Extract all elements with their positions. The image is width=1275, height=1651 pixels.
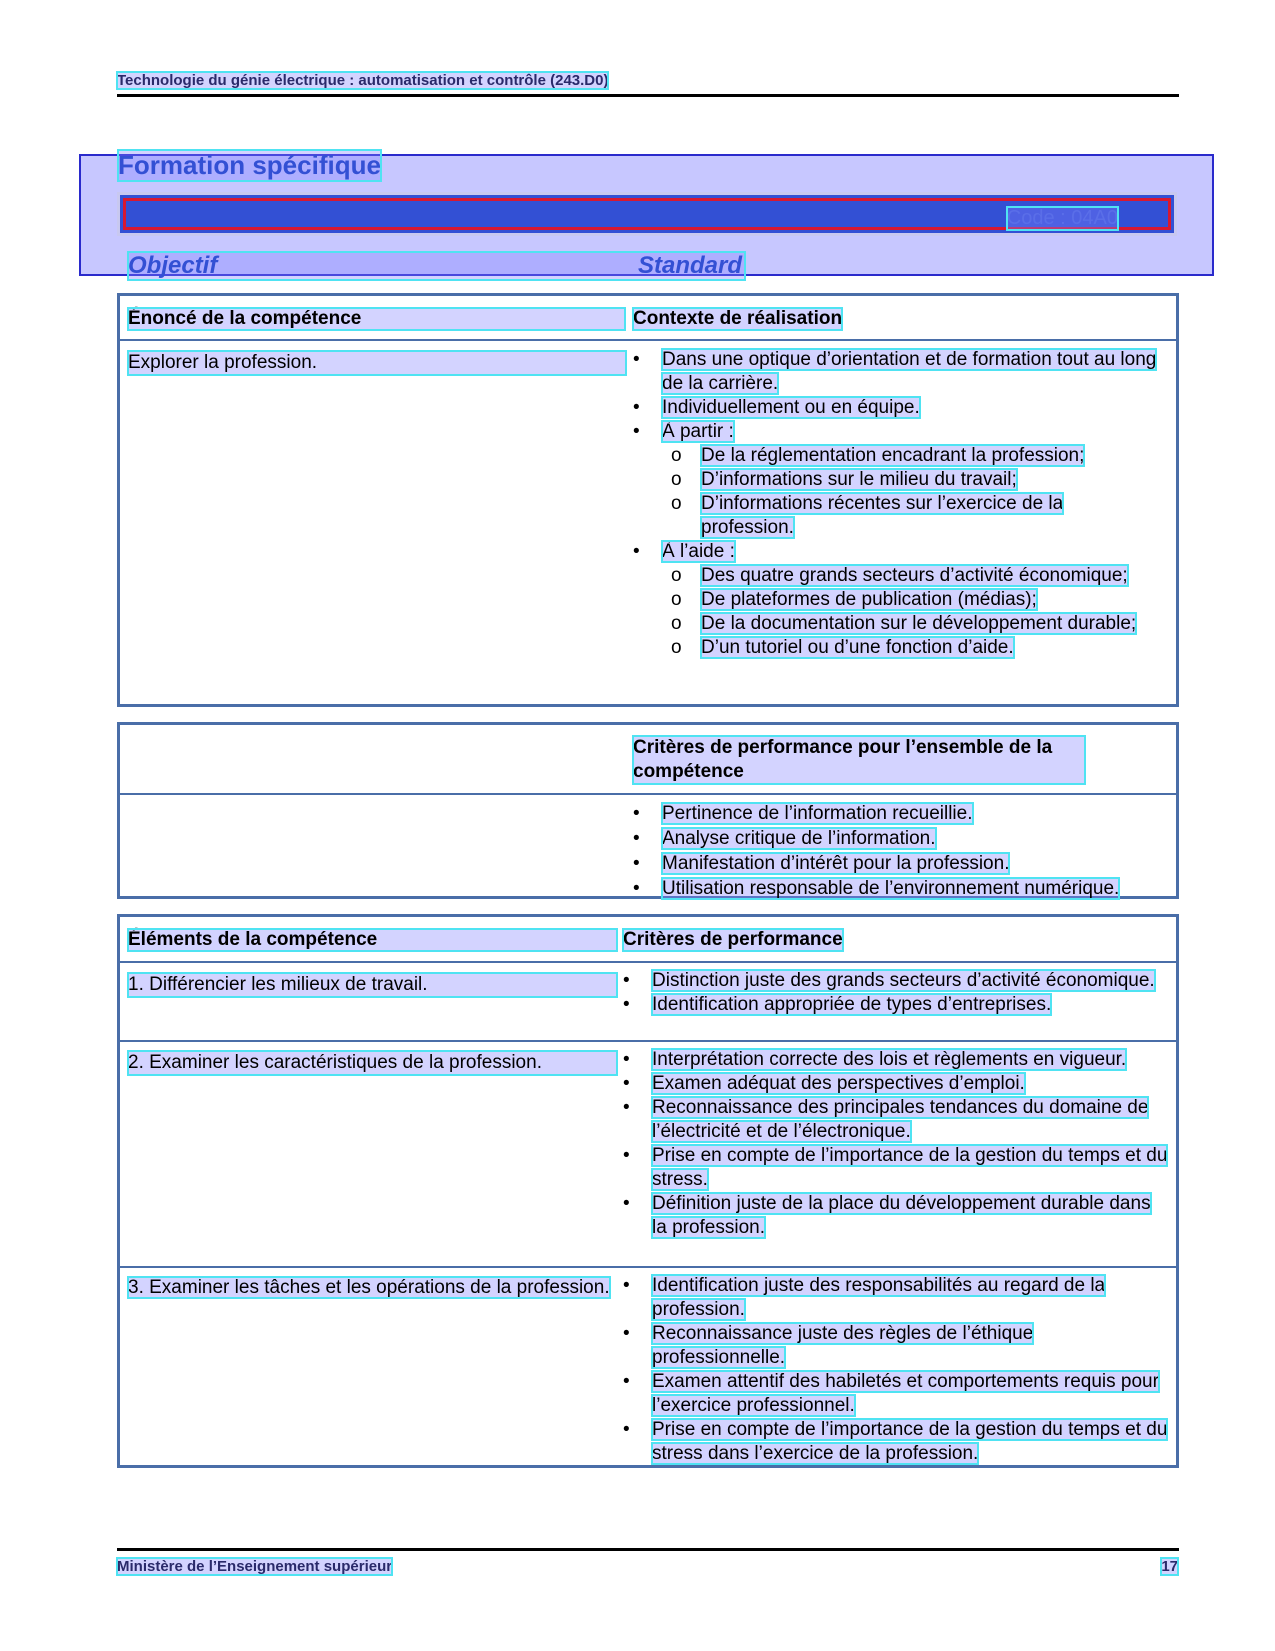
table-row: [120, 793, 1176, 899]
header-criteres: Critères de performance: [623, 929, 843, 950]
element-text-container: [128, 1276, 617, 1300]
sub-list-item: o De la réglementation encadrant la profession;: [671, 444, 1158, 468]
criteres-ensemble-container: [633, 801, 1171, 901]
list-item: • Analyse critique de l’information.: [633, 826, 1171, 851]
criteres-container: [623, 1048, 1168, 1240]
table-row: [120, 339, 1176, 704]
list-item: • Interprétation correcte des lois et règlements en vigueur.: [623, 1048, 1168, 1072]
header-elements: Éléments de la compétence: [128, 929, 617, 951]
element-text: 2. Examiner les caractéristiques de la profession.: [128, 1051, 617, 1075]
running-header: Technologie du génie électrique : automatisation et contrôle (243.D0): [117, 72, 609, 89]
table-criteres-ensemble: [117, 722, 1179, 899]
list-item: • Examen adéquat des perspectives d’emploi.: [623, 1072, 1168, 1096]
header-contexte: Contexte de réalisation: [633, 308, 843, 329]
list-item: • À l’aide : o Des quatre grands secteurs d’activité économique; o De plateformes de publication (médias); o De la documentation sur le développement durable; o D’un tutoriel ou d’une fonction d’aide.: [633, 540, 1158, 660]
header-criteres-ensemble: Critères de performance pour l’ensemble de la compétence: [633, 736, 1085, 784]
sub-list: [671, 564, 1158, 660]
list-item: • Utilisation responsable de l’environnement numérique.: [633, 876, 1171, 901]
header-enonce: Énoncé de la compétence: [128, 308, 625, 330]
enonce-text: Explorer la profession.: [128, 351, 626, 375]
header-rule: [117, 94, 1179, 97]
sub-list-item: o D’informations sur le milieu du travail;: [671, 468, 1158, 492]
standard-label: Standard: [638, 252, 743, 279]
sub-list-item: o De la documentation sur le développement durable;: [671, 612, 1158, 636]
contexte-list: [633, 348, 1158, 660]
sub-list: [671, 444, 1158, 540]
list-item: • Examen attentif des habiletés et comportements requis pour l’exercice professionnel.: [623, 1370, 1168, 1418]
list-item: • Reconnaissance des principales tendances du domaine de l’électricité et de l’électronique.: [623, 1096, 1168, 1144]
criteres-container: [623, 1274, 1168, 1466]
list-item: • Pertinence de l’information recueillie.: [633, 801, 1171, 826]
list-item: • À partir : o De la réglementation encadrant la profession; o D’informations sur le milieu du travail; o D’informations récentes sur l’exercice de la profession.: [633, 420, 1158, 540]
table-enonce-contexte: [117, 293, 1179, 707]
table-header-row: [120, 296, 1176, 339]
sub-list-item: o D’un tutoriel ou d’une fonction d’aide.: [671, 636, 1158, 660]
objectif-label: Objectif: [128, 252, 745, 280]
element-text: 3. Examiner les tâches et les opérations de la profession.: [128, 1277, 610, 1298]
footer-rule: [117, 1548, 1179, 1551]
list-item: • Distinction juste des grands secteurs d’activité économique.: [623, 969, 1168, 993]
code-bar-frame: [123, 198, 1171, 230]
element-text: 1. Différencier les milieux de travail.: [128, 973, 617, 997]
sub-list-item: o De plateformes de publication (médias);: [671, 588, 1158, 612]
list-item: • Individuellement ou en équipe.: [633, 396, 1158, 420]
list-item: • Manifestation d’intérêt pour la profession.: [633, 851, 1171, 876]
table-header-row: [120, 917, 1176, 961]
sub-list-item: o Des quatre grands secteurs d’activité économique;: [671, 564, 1158, 588]
list-item: • Identification juste des responsabilités au regard de la profession.: [623, 1274, 1168, 1322]
criteres-list: [623, 1274, 1168, 1466]
list-item: • Identification appropriée de types d’entreprises.: [623, 993, 1168, 1017]
sub-list-item: o D’informations récentes sur l’exercice de la profession.: [671, 492, 1158, 540]
list-item: • Prise en compte de l’importance de la gestion du temps et du stress dans l’exercice de la profession.: [623, 1418, 1168, 1466]
section-title: Formation spécifique: [118, 150, 381, 180]
list-item: • Définition juste de la place du développement durable dans la profession.: [623, 1192, 1168, 1240]
list-item: • Dans une optique d’orientation et de formation tout au long de la carrière.: [633, 348, 1158, 396]
footer-ministry: Ministère de l’Enseignement supérieur: [117, 1558, 393, 1575]
code-bar: [117, 192, 1177, 236]
list-item: • Reconnaissance juste des règles de l’éthique professionnelle.: [623, 1322, 1168, 1370]
competency-code: Code : 04A0: [1006, 207, 1118, 229]
list-item: • Prise en compte de l’importance de la gestion du temps et du stress.: [623, 1144, 1168, 1192]
table-row: [120, 1266, 1176, 1463]
table-elements-criteres: [117, 914, 1179, 1468]
table-header-row: [120, 725, 1176, 793]
table-row: [120, 1040, 1176, 1266]
page-number: 17: [1161, 1558, 1178, 1575]
criteres-container: [623, 969, 1168, 1017]
table-row: [120, 961, 1176, 1040]
criteres-list: [623, 969, 1168, 1017]
criteres-ensemble-list: [633, 801, 1171, 901]
criteres-list: [623, 1048, 1168, 1240]
contexte-list-container: [633, 348, 1158, 660]
